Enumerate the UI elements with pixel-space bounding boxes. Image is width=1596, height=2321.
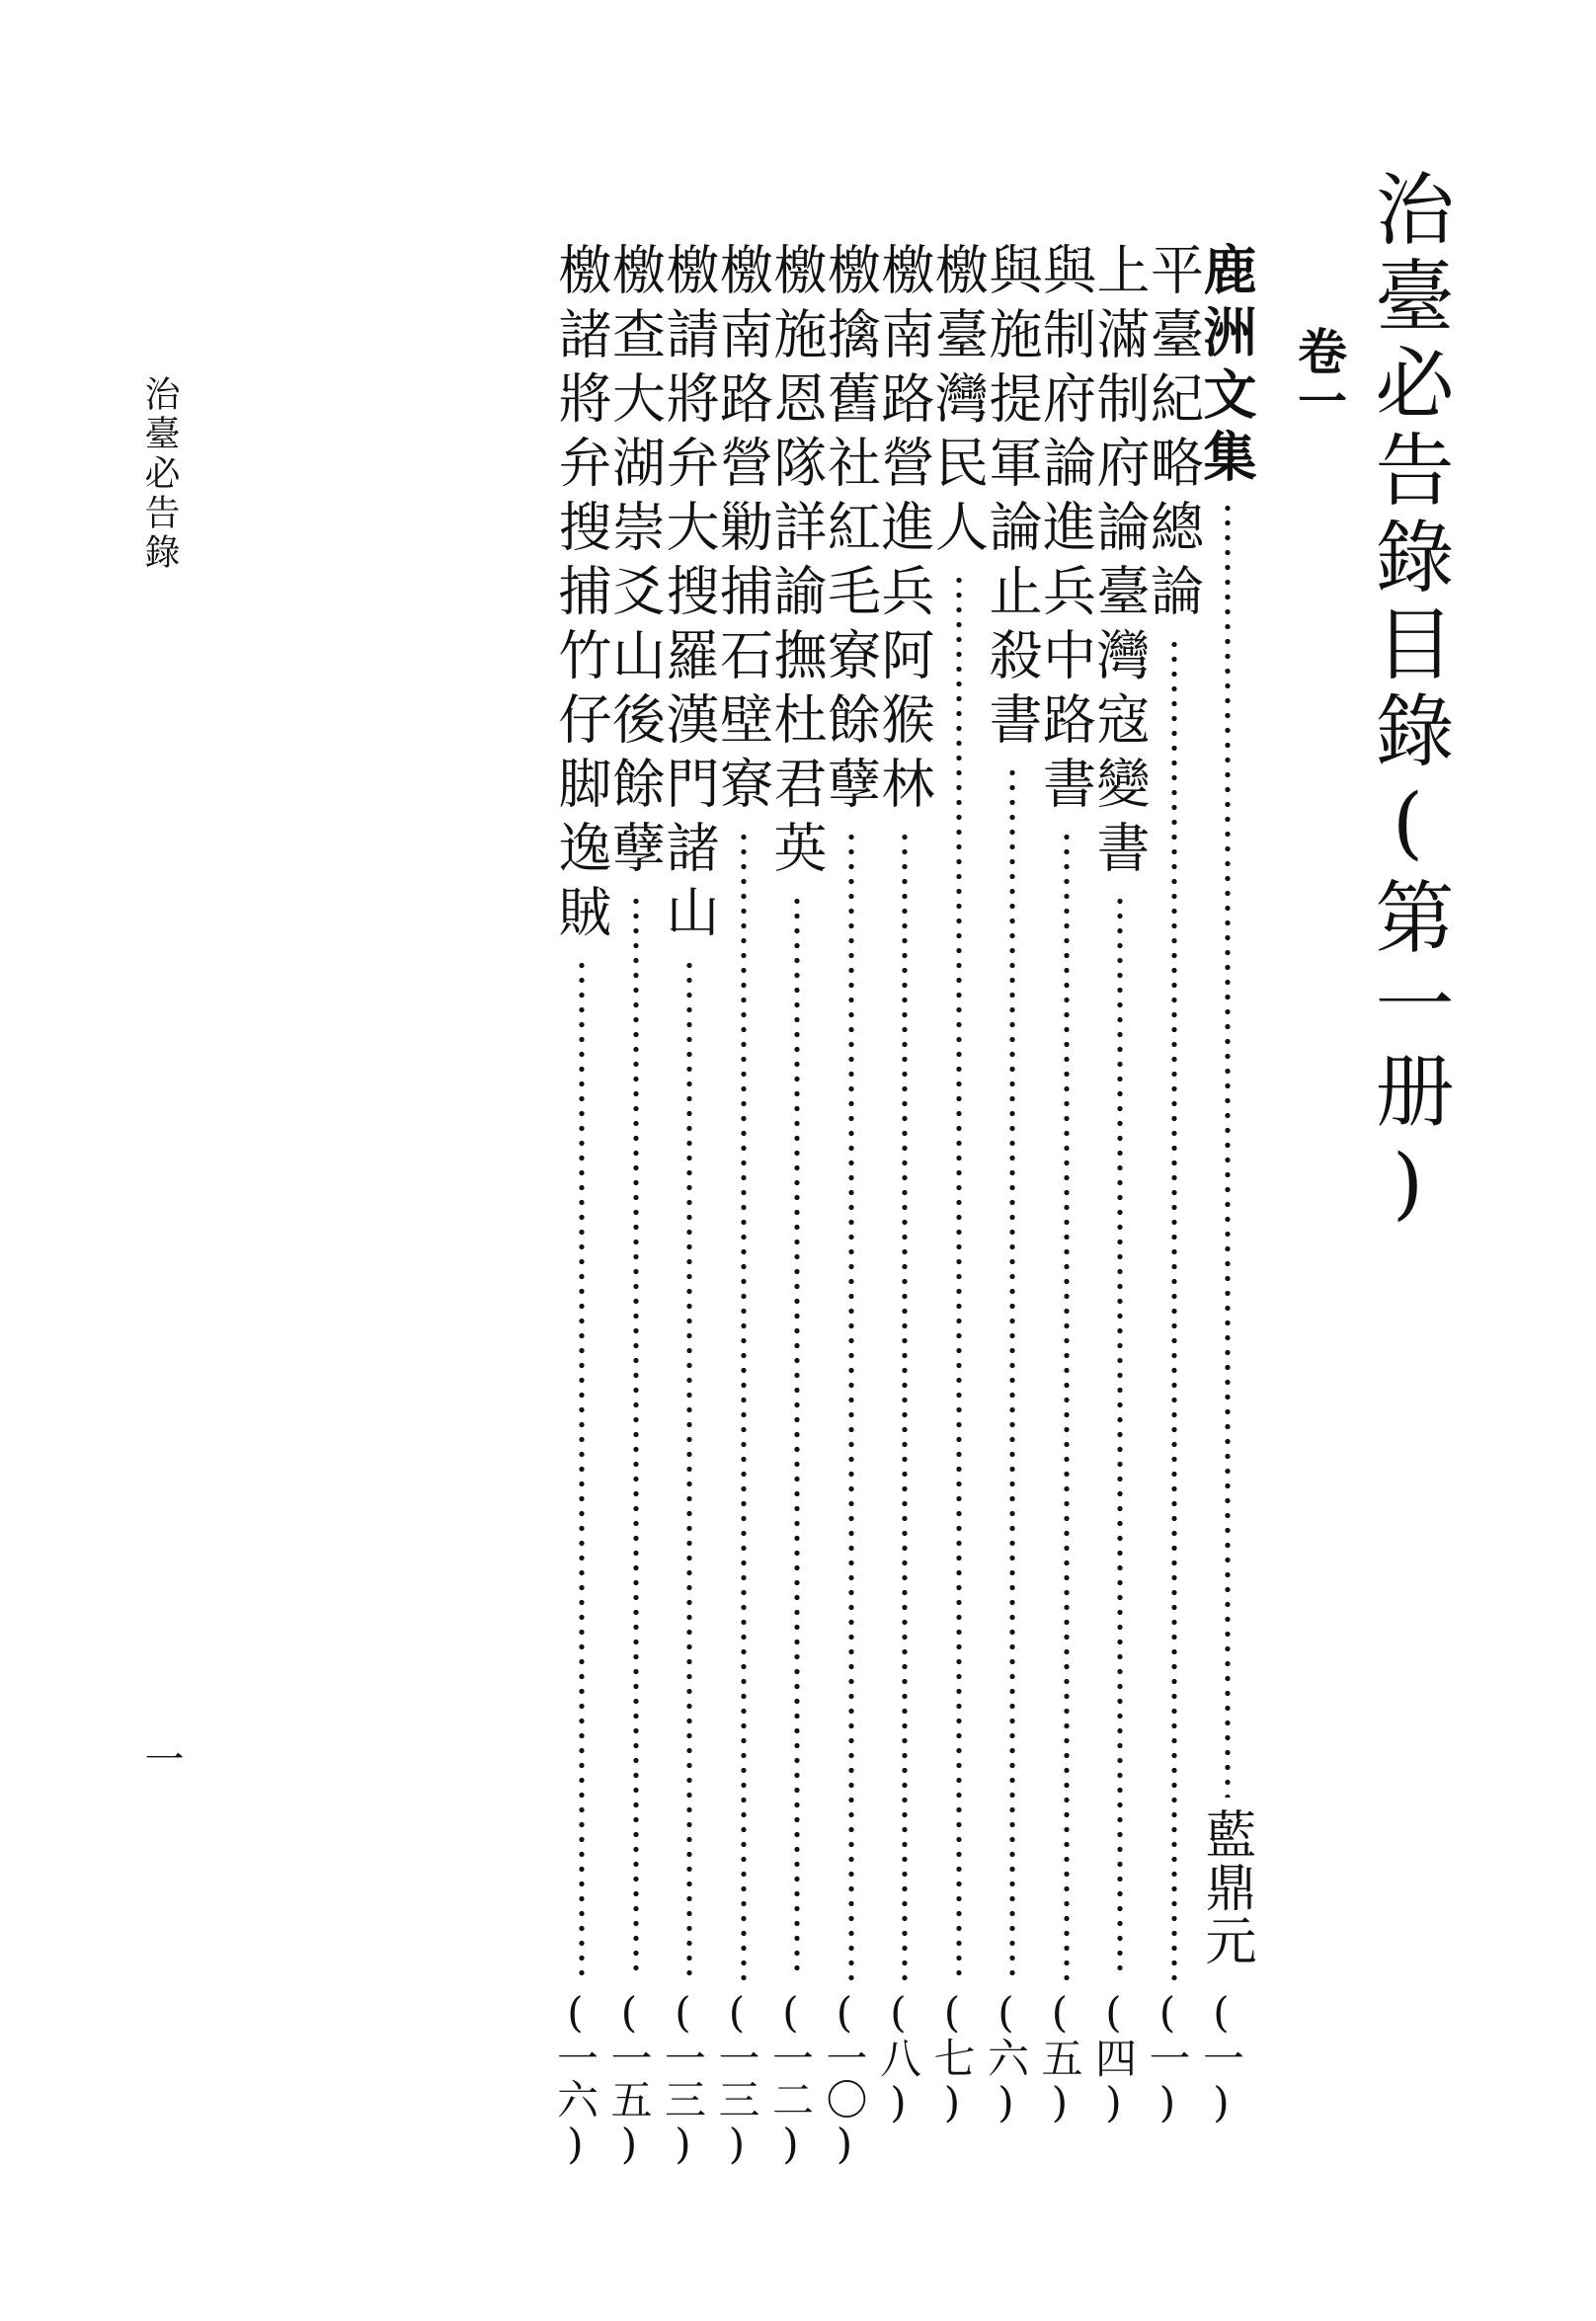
toc-entry	[765, 242, 828, 2168]
leader-dots	[1170, 637, 1178, 1980]
leader-dots	[901, 830, 909, 1980]
leader-dots	[955, 573, 963, 1980]
leader-dots	[578, 958, 586, 1980]
leader-dots	[740, 830, 748, 1980]
toc-entry-page: (一三)	[659, 1988, 707, 2168]
toc-entry-page: (一二)	[766, 1988, 815, 2168]
toc-entry	[926, 242, 990, 2126]
toc-entry-page: (一)	[1143, 1988, 1192, 2126]
toc-entry-title: 檄諸將弁搜捕竹仔脚逸賊	[550, 242, 612, 948]
toc-entry-title: 檄擒舊社紅毛寮餘孽	[819, 242, 882, 820]
toc-entry-title: 平臺紀略總論	[1142, 242, 1205, 627]
toc-entry	[550, 242, 612, 2168]
leader-dots	[847, 830, 855, 1980]
leader-dots	[1008, 765, 1016, 1980]
toc-entry-title: 檄臺灣民人	[926, 242, 990, 563]
toc-entry-page: (一)	[1197, 1988, 1245, 2126]
toc-entry-author: 藍鼎元	[1196, 1807, 1255, 1967]
leader-dots	[793, 894, 801, 1980]
toc-entry-title: 檄南路營進兵阿猴林	[873, 242, 935, 820]
toc-entry-title: 與制府論進兵中路書	[1034, 242, 1097, 820]
toc-entry-page: (一〇)	[820, 1988, 869, 2168]
toc-entry-page: (一六)	[551, 1988, 599, 2168]
toc-entry	[1034, 242, 1097, 2126]
toc-entry	[981, 242, 1043, 2126]
toc-entry	[1088, 242, 1151, 2126]
toc-entry-page: (一五)	[604, 1988, 654, 2168]
leader-dots	[685, 958, 693, 1980]
folio-number: 一	[138, 1738, 184, 1778]
page-title: 治臺必告錄目錄(第一册)	[1362, 168, 1454, 1237]
leader-dots	[632, 894, 640, 1980]
toc-entry-page: (七)	[927, 1988, 977, 2126]
toc-entry-page: (一三)	[712, 1988, 761, 2168]
toc-entry	[873, 242, 935, 2126]
toc-entry-page: (八)	[874, 1988, 922, 2126]
running-head: 治臺必告錄	[139, 375, 180, 573]
toc-entry-title: 檄南路營勦捕石壁寮	[711, 242, 774, 820]
toc-entry	[1142, 242, 1205, 2126]
leader-dots	[1116, 894, 1124, 1980]
toc-entry	[658, 242, 720, 2168]
toc-entry-page: (五)	[1035, 1988, 1084, 2126]
toc-entry-title: 與施提軍論止殺書	[981, 242, 1043, 756]
toc-entry-title: 檄施恩隊詳諭撫杜君英	[765, 242, 828, 884]
toc-entry-page: (四)	[1089, 1988, 1138, 2126]
toc-entry	[819, 242, 882, 2168]
volume-heading: 卷一	[1290, 326, 1348, 425]
leader-dots	[1224, 501, 1232, 1798]
toc-entry-page: (六)	[982, 1988, 1030, 2126]
toc-entry	[711, 242, 774, 2168]
leader-dots	[1063, 830, 1071, 1980]
toc-entry-title: 上滿制府論臺灣寇變書	[1088, 242, 1151, 884]
toc-entry-title: 檄查大湖崇爻山後餘孽	[603, 242, 667, 884]
toc-entry	[1195, 242, 1258, 2126]
toc-entry-title: 檄請將弁大搜羅漢門諸山	[658, 242, 720, 948]
toc-entry-title: 鹿洲文集	[1195, 242, 1258, 491]
toc-entry	[603, 242, 667, 2168]
